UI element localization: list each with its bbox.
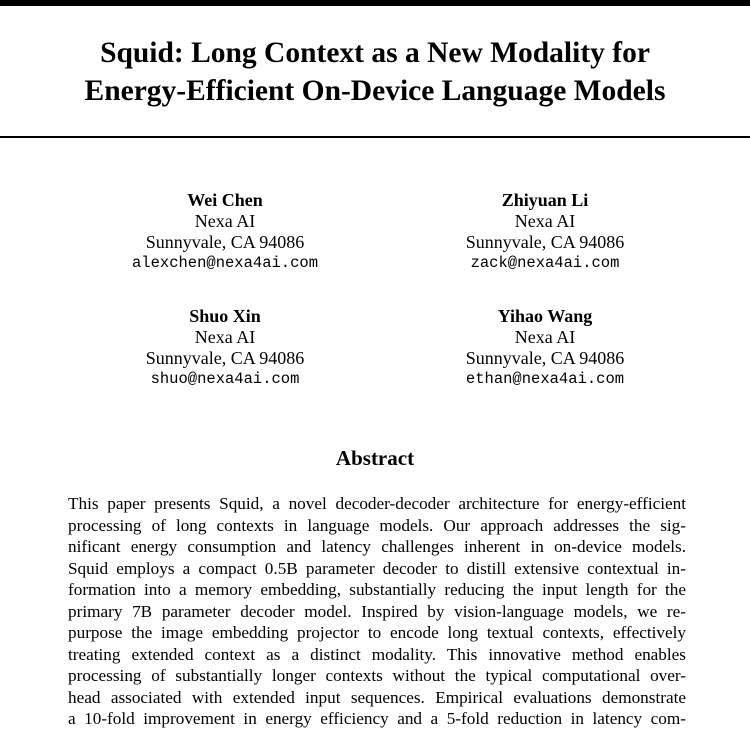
author-block [105,306,345,390]
author-location: Sunnyvale, CA 94086 [465,232,625,252]
author-email: zack@nexa4ai.com [470,254,620,272]
abstract-line: nificant energy consumption and latency challenges inherent in on-device models. [68,537,686,556]
abstract-line: processing of substantially longer contexts without the typical computational over- [68,666,686,685]
author-name: Wei Chen [187,190,263,210]
author-block [425,190,665,274]
abstract-line: formation into a memory embedding, substantially reducing the input length for the [68,580,686,599]
author-block [425,306,665,390]
abstract-line: Squid employs a compact 0.5B parameter decoder to distill extensive contextual in- [68,558,686,578]
abstract-line: treating extended context as a distinct modality. This innovative method enables [68,644,686,664]
author-name: Shuo Xin [189,306,261,326]
abstract-line: a 10-fold improvement in energy efficiency and a 5-fold reduction in latency com- [68,709,686,728]
title-bottom-rule [0,136,750,138]
abstract-line: This paper presents Squid, a novel decoder-decoder architecture for energy-efficient [68,494,686,513]
author-location: Sunnyvale, CA 94086 [145,348,305,368]
abstract-line: head associated with extended input sequences. Empirical evaluations demonstrate [68,687,686,707]
author-name: Zhiyuan Li [501,190,589,210]
abstract-line: purpose the image embedding projector to encode long textual contexts, effectively [68,623,686,642]
author-name: Yihao Wang [497,306,593,326]
author-location: Sunnyvale, CA 94086 [465,348,625,368]
title-line-1: Squid: Long Context as a New Modality for [100,37,650,69]
paper-title [0,34,750,110]
author-affiliation: Nexa AI [194,211,256,231]
title-line-2: Energy-Efficient On-Device Language Models [84,75,666,107]
top-rule [0,0,750,6]
abstract-body [68,493,686,730]
abstract-line: processing of long contexts in language models. Our approach addresses the sig- [68,515,686,535]
author-location: Sunnyvale, CA 94086 [145,232,305,252]
author-affiliation: Nexa AI [514,211,576,231]
author-affiliation: Nexa AI [514,327,576,347]
author-email: alexchen@nexa4ai.com [131,254,319,272]
author-affiliation: Nexa AI [194,327,256,347]
author-email: shuo@nexa4ai.com [150,370,300,388]
author-email: ethan@nexa4ai.com [465,370,625,388]
author-block [105,190,345,274]
abstract-line: primary 7B parameter decoder model. Inspired by vision-language models, we re- [68,601,686,621]
abstract-heading: Abstract [335,446,415,470]
